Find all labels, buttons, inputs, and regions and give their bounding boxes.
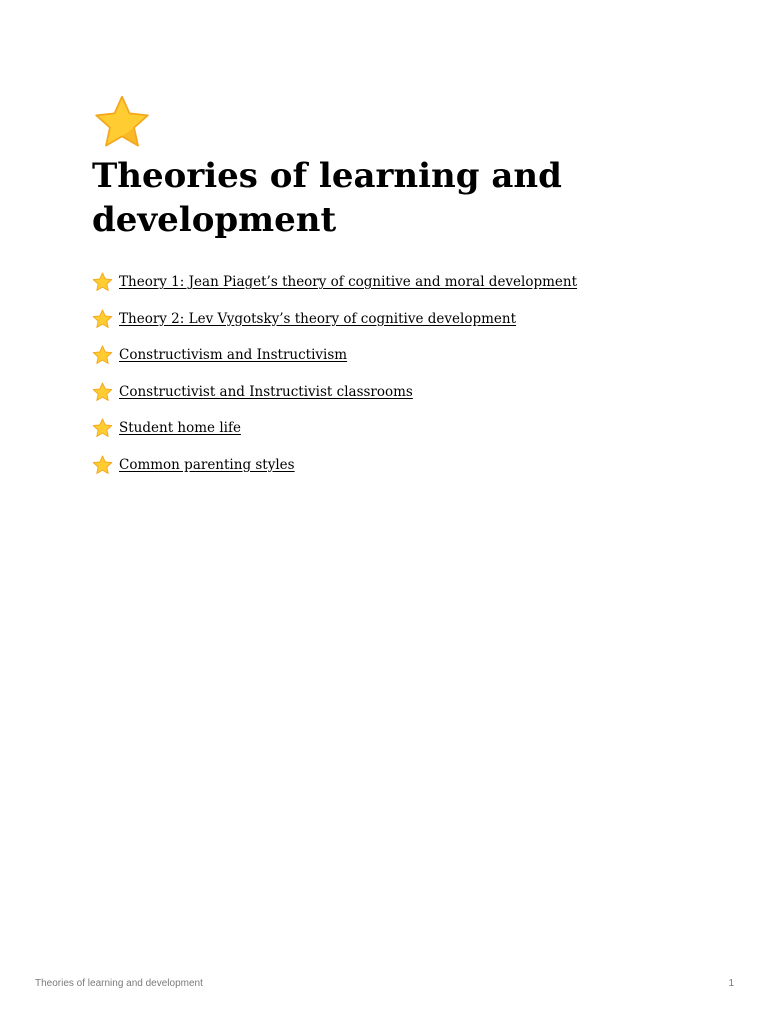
page-link-parenting-styles[interactable]: Common parenting styles <box>119 456 295 473</box>
page-link-constructivism[interactable]: Constructivism and Instructivism <box>119 347 348 363</box>
page-link-classrooms[interactable]: Constructivist and Instructivist classrooms <box>119 383 413 400</box>
page-title: Theories of learning and development <box>92 156 562 240</box>
page-link-list <box>92 270 577 489</box>
star-icon <box>92 309 113 329</box>
list-item <box>92 307 577 331</box>
list-item <box>92 343 577 367</box>
star-icon <box>92 345 113 365</box>
footer-title: Theories of learning and development <box>35 978 203 989</box>
list-item <box>92 380 577 404</box>
page-number: 1 <box>728 978 734 989</box>
star-icon <box>92 382 113 402</box>
page-link-home-life[interactable]: Student home life <box>119 420 241 436</box>
page-link-theory-2[interactable]: Theory 2: Lev Vygotsky’s theory of cognitive development <box>119 310 517 327</box>
star-icon <box>92 455 113 475</box>
star-icon <box>92 418 113 438</box>
star-icon <box>92 94 152 150</box>
page-link-theory-1[interactable]: Theory 1: Jean Piaget’s theory of cognitive and moral development <box>119 274 578 290</box>
list-item <box>92 416 577 440</box>
star-icon <box>92 272 113 292</box>
list-item <box>92 453 577 477</box>
list-item <box>92 270 577 294</box>
